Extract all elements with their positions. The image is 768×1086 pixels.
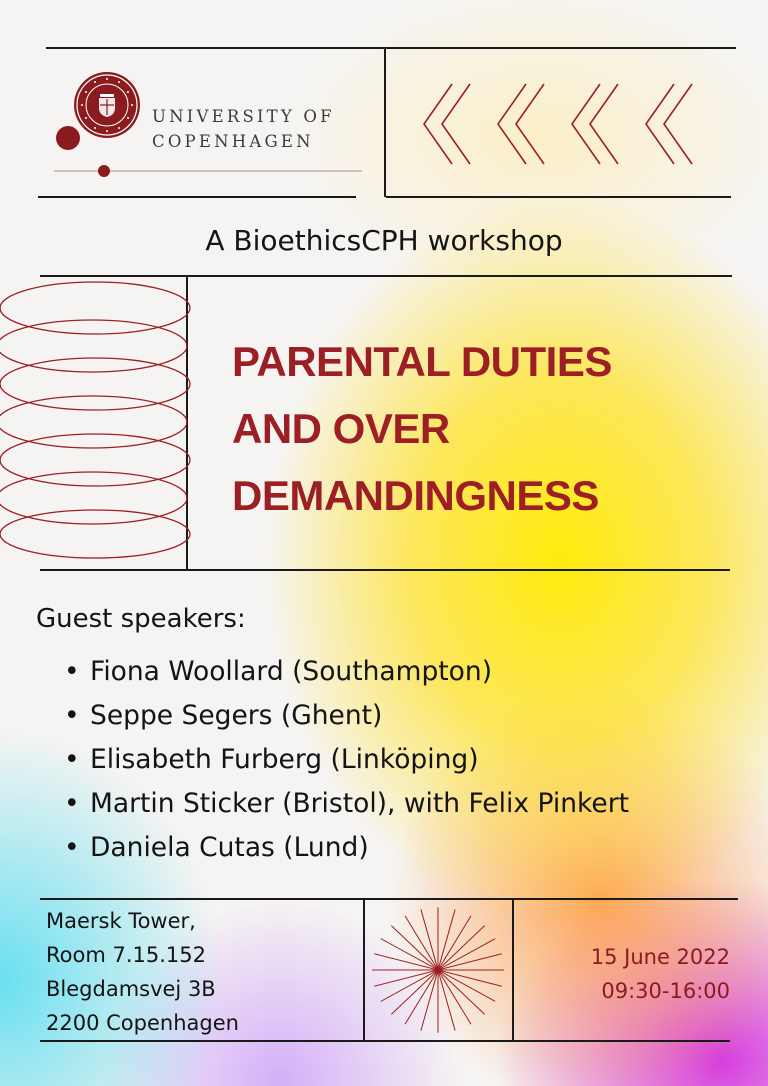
university-name-line1: UNIVERSITY OF	[152, 107, 335, 126]
event-datetime	[591, 940, 730, 1008]
starburst-decoration	[364, 900, 512, 1040]
venue-line4: 2200 Copenhagen	[46, 1011, 239, 1035]
speaker-item	[64, 826, 629, 870]
header-divider	[384, 47, 386, 197]
chevrons-left-icon	[418, 78, 728, 170]
venue-address	[46, 904, 239, 1040]
venue-line2: Room 7.15.152	[46, 943, 206, 967]
header-left-bottom-rule	[38, 196, 356, 198]
header-top-rule	[46, 47, 736, 49]
event-title-line3: DEMANDINGNESS	[232, 472, 599, 519]
speaker-item	[64, 694, 629, 738]
speaker-name: Elisabeth Furberg (Linköping)	[90, 744, 479, 775]
event-date: 15 June 2022	[590, 945, 730, 969]
speaker-item	[64, 782, 629, 826]
speaker-list	[64, 650, 629, 870]
footer-bottom-rule	[40, 1040, 730, 1042]
speaker-name: Seppe Segers (Ghent)	[90, 700, 383, 731]
speaker-name: Daniela Cutas (Lund)	[90, 832, 369, 863]
bullet-icon: •	[64, 656, 80, 687]
speaker-item	[64, 738, 629, 782]
event-title	[232, 328, 612, 529]
event-title-line1: PARENTAL DUTIES	[232, 338, 612, 385]
bullet-icon: •	[64, 788, 80, 819]
guest-speakers-heading: Guest speakers:	[36, 604, 246, 634]
venue-line3: Blegdamsvej 3B	[46, 977, 216, 1001]
header-right-bottom-rule	[386, 196, 731, 198]
workshop-subtitle: A BioethicsCPH workshop	[205, 224, 563, 257]
footer-divider-right	[512, 898, 514, 1040]
venue-line1: Maersk Tower,	[46, 909, 196, 933]
university-name-line2: COPENHAGEN	[152, 132, 314, 151]
logo-dots-decoration	[50, 124, 370, 180]
speaker-name: Fiona Woollard (Southampton)	[90, 656, 493, 687]
bullet-icon: •	[64, 700, 80, 731]
bullet-icon: •	[64, 744, 80, 775]
ellipse-spiral-decoration	[0, 268, 200, 578]
speaker-name: Martin Sticker (Bristol), with Felix Pinkert	[90, 788, 629, 819]
speaker-item	[64, 650, 629, 694]
event-time: 09:30-16:00	[601, 979, 730, 1003]
bullet-icon: •	[64, 832, 80, 863]
event-title-line2: AND OVER	[232, 405, 450, 452]
